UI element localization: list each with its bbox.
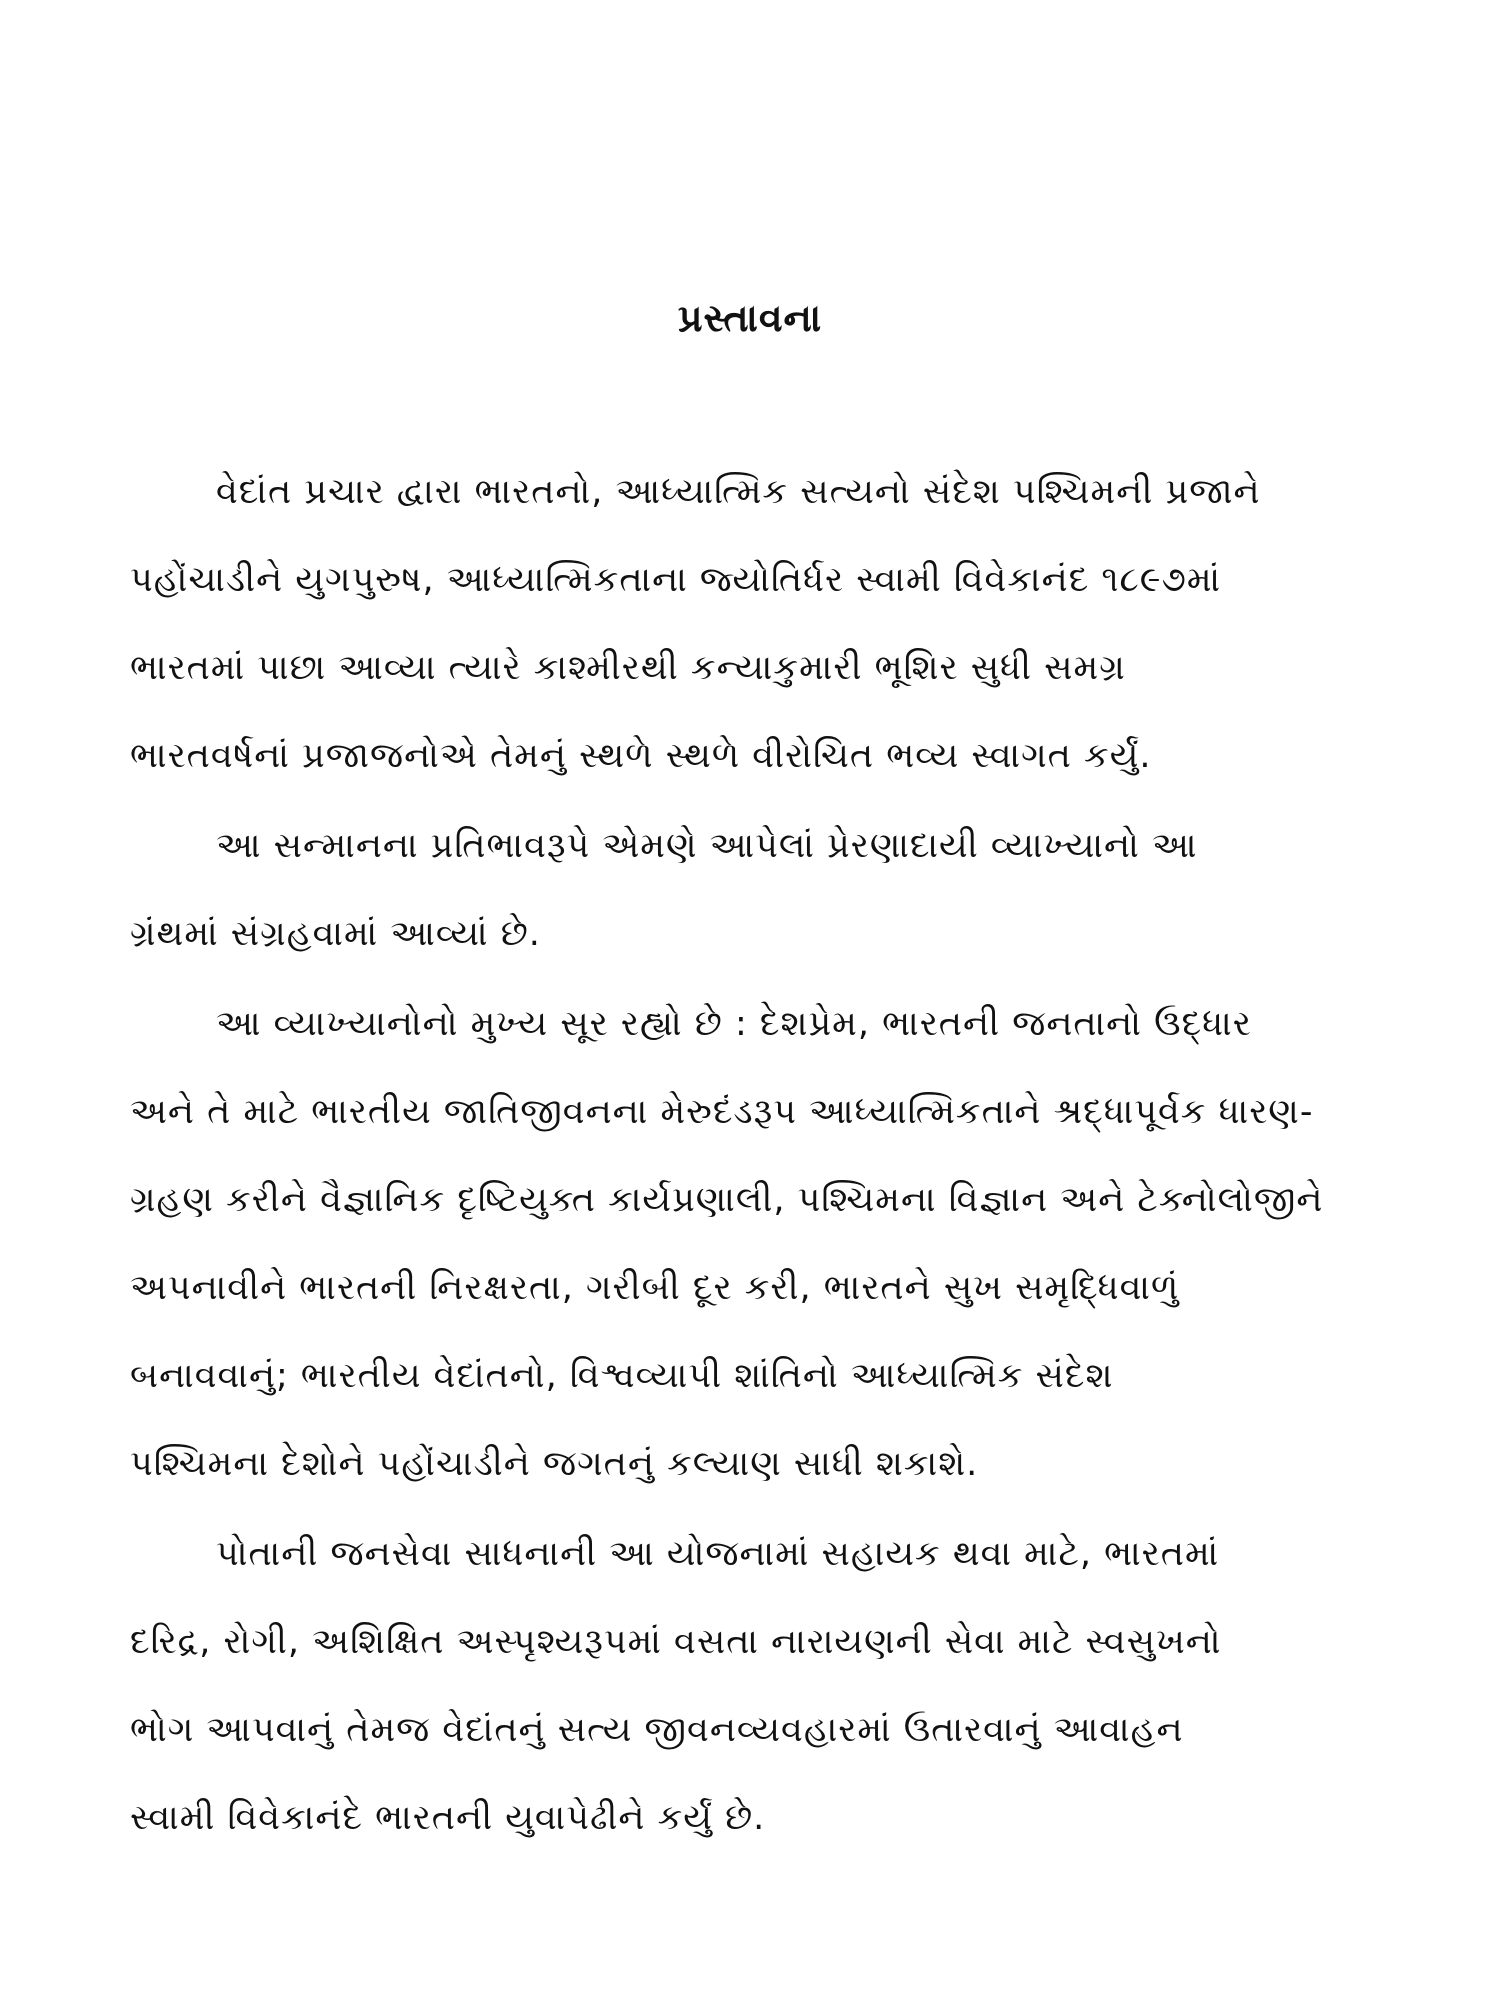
- page-title: પ્રસ્તાવના: [677, 296, 823, 340]
- paragraph-1: [130, 448, 1375, 800]
- paragraph-line: ગ્રંથમાં સંગ્રહવામાં આવ્યાં છે.: [130, 914, 541, 954]
- paragraph-line: ગ્રહણ કરીને વૈજ્ઞાનિક દૃષ્ટિયુક્ત કાર્યપ્રણાલી, પશ્ચિમના વિજ્ઞાન અને ટેક્નોલોજીને: [130, 1180, 1324, 1220]
- preface-body: [130, 448, 1375, 1864]
- paragraph-3: [130, 980, 1375, 1508]
- paragraph-line: પોતાની જનસેવા સાધનાની આ યોજનામાં સહાયક થવા માટે, ભારતમાં: [216, 1534, 1220, 1574]
- paragraph-line: ભારતમાં પાછા આવ્યા ત્યારે કાશ્મીરથી કન્યાકુમારી ભૂશિર સુધી સમગ્ર: [130, 648, 1126, 688]
- paragraph-line: અને તે માટે ભારતીય જાતિજીવનના મેરુદંડરૂપ આધ્યાત્મિકતાને શ્રદ્ધાપૂર્વક ધારણ-: [130, 1092, 1314, 1132]
- paragraph-line: આ સન્માનના પ્રતિભાવરૂપે એમણે આપેલાં પ્રેરણાદાયી વ્યાખ્યાનો આ: [216, 826, 1198, 866]
- paragraph-line: દરિદ્ર, રોગી, અશિક્ષિત અસ્પૃશ્યરૂપમાં વસતા નારાયણની સેવા માટે સ્વસુખનો: [130, 1622, 1222, 1662]
- paragraph-2: [130, 802, 1375, 978]
- paragraph-line: પહોંચાડીને યુગપુરુષ, આધ્યાત્મિકતાના જ્યોતિર્ધર સ્વામી વિવેકાનંદ ૧૮૯૭માં: [130, 560, 1222, 600]
- paragraph-line: અપનાવીને ભારતની નિરક્ષરતા, ગરીબી દૂર કરી, ભારતને સુખ સમૃદ્ધિવાળું: [130, 1268, 1180, 1308]
- paragraph-line: પશ્ચિમના દેશોને પહોંચાડીને જગતનું કલ્યાણ સાધી શકાશે.: [130, 1444, 979, 1484]
- paragraph-line: ભોગ આપવાનું તેમજ વેદાંતનું સત્ય જીવનવ્યવહારમાં ઉતારવાનું આવાહન: [130, 1710, 1184, 1750]
- paragraph-line: વેદાંત પ્રચાર દ્વારા ભારતનો, આધ્યાત્મિક સત્યનો સંદેશ પશ્ચિમની પ્રજાને: [216, 472, 1261, 512]
- paragraph-line: સ્વામી વિવેકાનંદે ભારતની યુવાપેઢીને કર્યું છે.: [130, 1798, 766, 1838]
- paragraph-4: [130, 1510, 1375, 1862]
- paragraph-line: આ વ્યાખ્યાનોનો મુખ્ય સૂર રહ્યો છે : દેશપ્રેમ, ભારતની જનતાનો ઉદ્ધાર: [216, 1004, 1252, 1044]
- paragraph-line: ભારતવર્ષનાં પ્રજાજનોએ તેમનું સ્થળે સ્થળે વીરોચિત ભવ્ય સ્વાગત કર્યું.: [130, 736, 1152, 776]
- paragraph-line: બનાવવાનું; ભારતીય વેદાંતનો, વિશ્વવ્યાપી શાંતિનો આધ્યાત્મિક સંદેશ: [130, 1356, 1114, 1396]
